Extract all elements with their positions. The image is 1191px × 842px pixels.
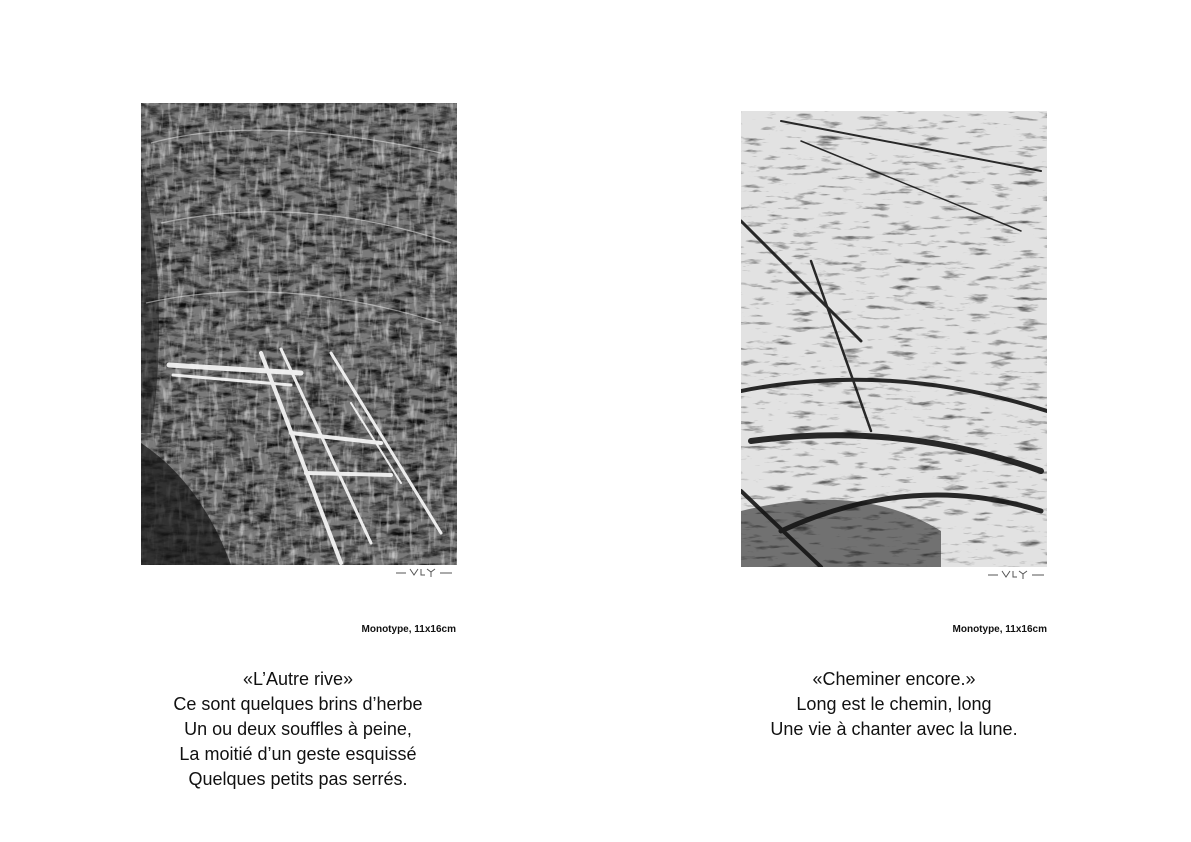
artist-signature-icon xyxy=(986,567,1048,581)
artist-signature-icon xyxy=(394,565,456,579)
poem-title-right: «Cheminer encore.» xyxy=(812,669,976,689)
poem-line: La moitié d’un geste esquissé xyxy=(179,744,417,764)
poem-right xyxy=(714,667,1074,742)
monotype-left-illustration xyxy=(141,103,457,565)
monotype-image-left xyxy=(141,103,457,565)
poem-line: Quelques petits pas serrés. xyxy=(188,769,408,789)
poem-line: Ce sont quelques brins d’herbe xyxy=(173,694,423,714)
monotype-right-illustration xyxy=(741,111,1047,567)
poem-line: Une vie à chanter avec la lune. xyxy=(770,719,1018,739)
artwork-caption-right: Monotype, 11x16cm xyxy=(952,624,1047,635)
poem-title-left: «L’Autre rive» xyxy=(242,669,354,689)
signature-right-mark xyxy=(986,567,1048,581)
poem-line: Un ou deux souffles à peine, xyxy=(184,719,412,739)
poem-line: Long est le chemin, long xyxy=(796,694,992,714)
monotype-image-right xyxy=(741,111,1047,567)
poem-left xyxy=(118,667,478,792)
signature-left-mark xyxy=(394,565,456,579)
artwork-caption-left: Monotype, 11x16cm xyxy=(361,624,456,635)
